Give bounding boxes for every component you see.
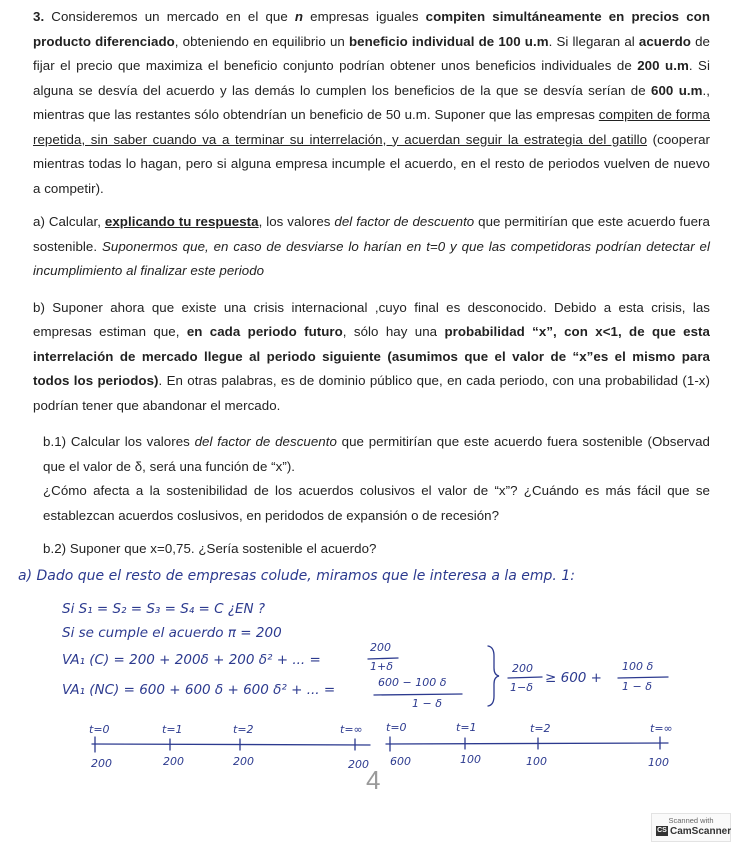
fraction-bar-ineq-2 — [618, 677, 668, 678]
brace-icon — [488, 646, 499, 706]
hw-ineq-num1: 200 — [512, 662, 533, 675]
tl1-label-2: t=2 — [233, 723, 254, 736]
tl2-label-3: t=∞ — [650, 722, 673, 735]
question-b1-followup: ¿Cómo afecta a la sostenibilidad de los acuerdos colusivos el valor de “x”? ¿Cuándo es más fácil que se establezcan acuerdos coslusivos, en peridodos de expansión o de recesión? — [43, 483, 710, 523]
tl2-label-2: t=2 — [530, 722, 551, 735]
tl2-value-2: 100 — [526, 755, 547, 768]
hw-va-c-den: 1+δ — [370, 660, 393, 673]
question-a: a) Calcular, explicando tu respuesta, los valores del factor de descuento que permitirían que este acuerdo fuera sostenible. Suponermos que, en caso de desviarse lo harían en t=0 y que las competidoras podrían detectar el incumplimiento al finalizar este periodo — [33, 214, 710, 278]
hw-va-nc-den: 1 − δ — [412, 697, 442, 710]
hw-line-1: a) Dado que el resto de empresas colude, miramos que le interesa a la emp. 1: — [18, 568, 575, 584]
camscanner-logo-icon: CS — [657, 827, 667, 834]
timeline-2-ticks — [390, 737, 660, 751]
hw-va-c: VA₁ (C) = 200 + 200δ + 200 δ² + ... = — [62, 652, 321, 668]
camscanner-brand: CamScanner — [670, 826, 732, 837]
camscanner-watermark — [651, 813, 731, 842]
tl2-label-1: t=1 — [456, 721, 477, 734]
tl1-value-0: 200 — [91, 757, 112, 770]
page-number: 4 — [366, 765, 381, 795]
problem-text — [33, 5, 710, 562]
problem-intro: 3. Consideremos un mercado en el que n empresas iguales compiten simultáneamente en precios con producto diferenciado, obteniendo en equilibrio un beneficio individual de 100 u.m. Si llegaran al acuerdo de fijar el precio que maximiza el beneficio conjunto podrían obtener unos beneficios individuales de 200 u.m. Si alguna se desvía del acuerdo y las demás lo cumplen los beneficios de la que se desvía serían de 600 u.m., mientras que las restantes sólo obtendrían un beneficio de 50 u.m. Suponer que las empresas compiten de forma repetida, sin saber cuando va a terminar su interrelación, y acuerdan seguir la estrategia del gatillo (cooperar mientras todas lo hagan, pero si alguna empresa incumple el acuerdo, en el resto de periodos vuelven de nuevo a competir). — [33, 9, 710, 196]
hw-va-nc-num: 600 − 100 δ — [378, 676, 447, 689]
tl2-value-3: 100 — [648, 756, 669, 769]
tl1-value-2: 200 — [233, 755, 254, 768]
hw-va-c-num: 200 — [370, 641, 391, 654]
tl1-label-3: t=∞ — [340, 723, 363, 736]
timeline-1-axis — [92, 744, 370, 745]
question-b1: b.1) Calcular los valores del factor de descuento que permitirían que este acuerdo fuera sostenible (Observad que el valor de δ, será una función de “x”). — [43, 434, 710, 474]
fraction-bar-ineq-1 — [508, 677, 542, 678]
hw-va-nc: VA₁ (NC) = 600 + 600 δ + 600 δ² + ... = — [62, 682, 336, 698]
tl1-value-3: 200 — [348, 758, 369, 771]
fraction-bar-va-nc — [374, 694, 462, 695]
hw-line-2: Si S₁ = S₂ = S₃ = S₄ = C ¿EN ? — [62, 601, 266, 617]
tl2-value-1: 100 — [460, 753, 481, 766]
hw-ineq-mid: ≥ 600 + — [545, 670, 602, 686]
scanned-with-label: Scanned with — [668, 816, 714, 825]
tl1-label-1: t=1 — [162, 723, 183, 736]
timeline-2-axis — [386, 743, 668, 744]
hw-ineq-den1: 1−δ — [510, 681, 533, 694]
hw-ineq-num2: 100 δ — [622, 660, 654, 673]
tl2-label-0: t=0 — [386, 721, 407, 734]
question-b: b) Suponer ahora que existe una crisis internacional ,cuyo final es desconocido. Debido a esta crisis, las empresas estiman que, en cada periodo futuro, sólo hay una probabilidad “x”, con x<1, de que esta interrelación de mercado llegue al periodo siguiente (asumimos que el valor de “x”es el mismo para todos los periodos). En otras palabras, es de dominio público que, en cada periodo, con una probabilidad (1-x) podrían tener que abandonar el mercado. — [33, 299, 710, 413]
question-b2: b.2) Suponer que x=0,75. ¿Sería sostenible el acuerdo? — [43, 541, 377, 556]
tl1-label-0: t=0 — [89, 723, 110, 736]
hw-line-3: Si se cumple el acuerdo π = 200 — [62, 625, 282, 641]
fraction-bar-va-c — [368, 658, 398, 659]
timeline-1-ticks — [95, 737, 355, 752]
tl2-value-0: 600 — [390, 755, 411, 768]
tl1-value-1: 200 — [163, 755, 184, 768]
hw-ineq-den2: 1 − δ — [622, 680, 652, 693]
